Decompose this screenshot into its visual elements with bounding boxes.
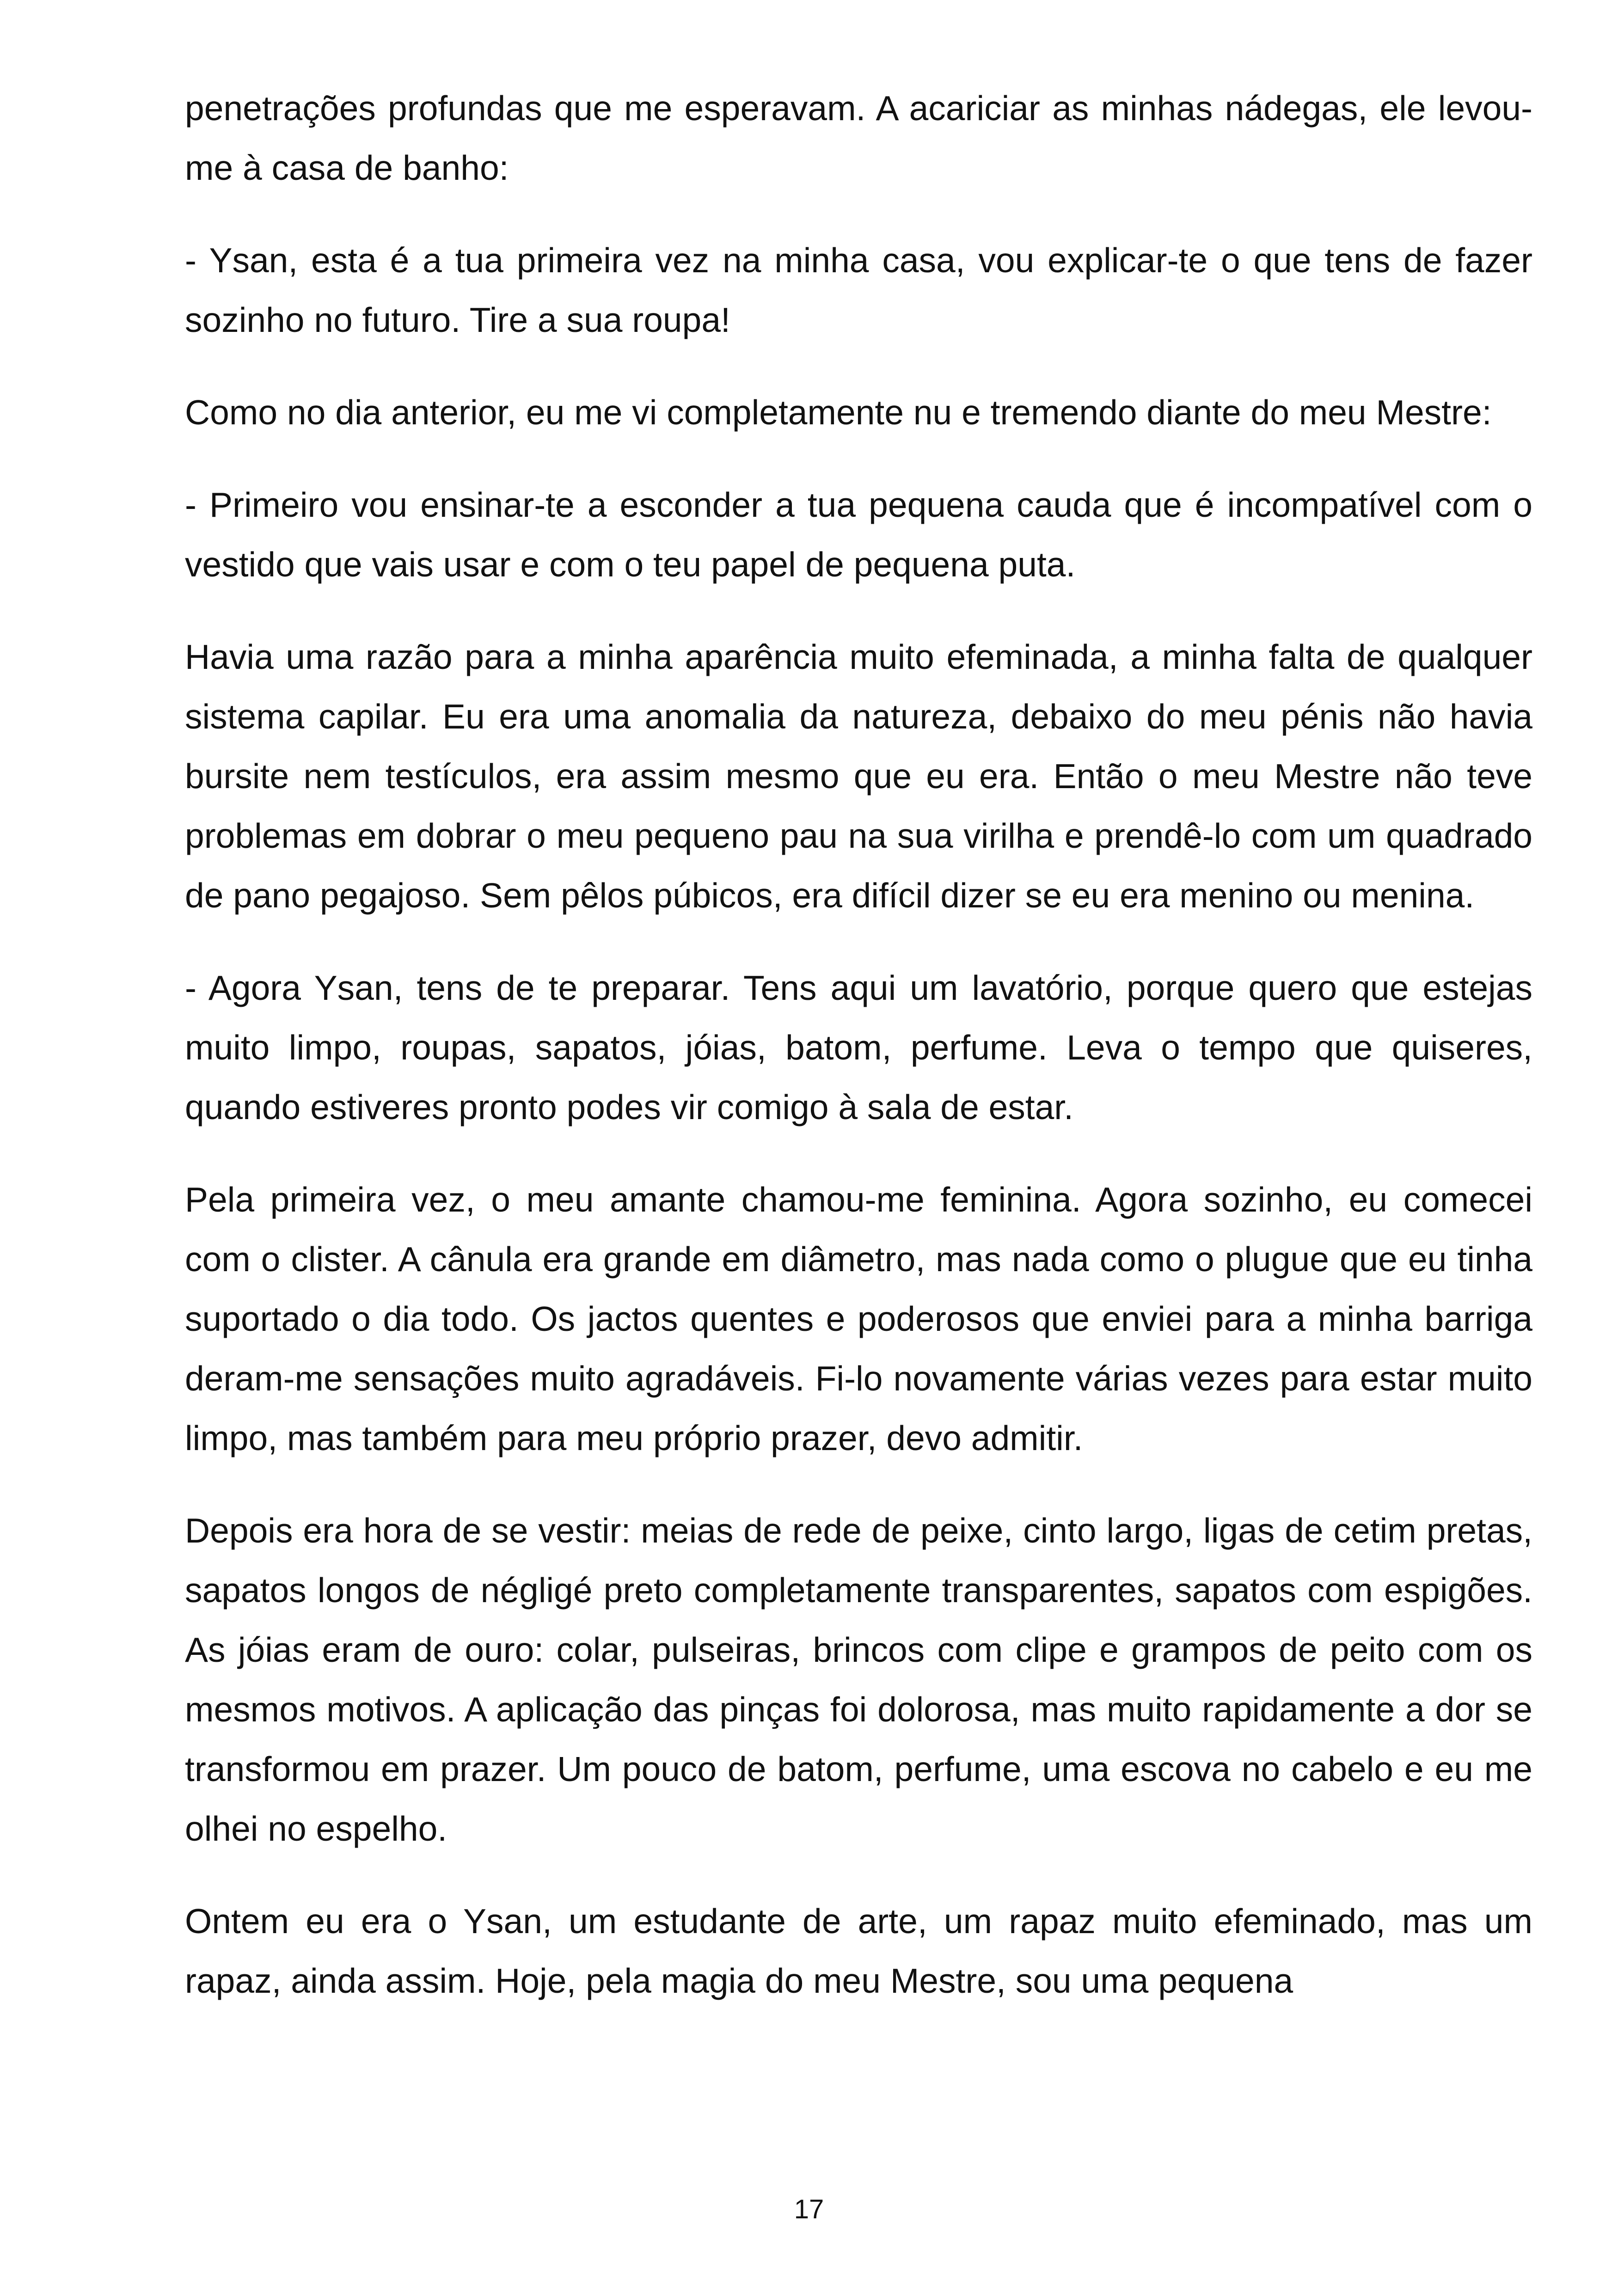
paragraph: Havia uma razão para a minha aparência muito efeminada, a minha falta de qualquer sistema capilar. Eu era uma anomalia da natureza, debaixo do meu pénis não havia bursite nem testículos, era assim mesmo que eu era. Então o meu Mestre não teve problemas em dobrar o meu pequeno pau na sua virilha e prendê-lo com um quadrado de pano pegajoso. Sem pêlos púbicos, era difícil dizer se eu era menino ou menina.	[185, 637, 1532, 915]
paragraph: Depois era hora de se vestir: meias de rede de peixe, cinto largo, ligas de cetim pretas, sapatos longos de négligé preto completamente transparentes, sapatos com espigões. As jóias eram de ouro: colar, pulseiras, brincos com clipe e grampos de peito com os mesmos motivos. A aplicação das pinças foi dolorosa, mas muito rapidamente a dor se transformou em prazer. Um pouco de batom, perfume, uma escova no cabelo e eu me olhei no espelho.	[185, 1511, 1532, 1848]
paragraph: - Ysan, esta é a tua primeira vez na minha casa, vou explicar-te o que tens de fazer sozinho no futuro. Tire a sua roupa!	[185, 241, 1532, 339]
page-number: 17	[794, 2194, 824, 2224]
paragraph: Pela primeira vez, o meu amante chamou-me feminina. Agora sozinho, eu comecei com o clister. A cânula era grande em diâmetro, mas nada como o plugue que eu tinha suportado o dia todo. Os jactos quentes e poderosos que enviei para a minha barriga deram-me sensações muito agradáveis. Fi-lo novamente várias vezes para estar muito limpo, mas também para meu próprio prazer, devo admitir.	[185, 1180, 1532, 1457]
paragraph: - Agora Ysan, tens de te preparar. Tens aqui um lavatório, porque quero que estejas muito limpo, roupas, sapatos, jóias, batom, perfume. Leva o tempo que quiseres, quando estiveres pronto podes vir comigo à sala de estar.	[185, 968, 1532, 1127]
paragraph: Como no dia anterior, eu me vi completamente nu e tremendo diante do meu Mestre:	[185, 393, 1492, 432]
paragraph: penetrações profundas que me esperavam. A acariciar as minhas nádegas, ele levou-me à casa de banho:	[185, 89, 1532, 187]
paragraph: - Primeiro vou ensinar-te a esconder a tua pequena cauda que é incompatível com o vestido que vais usar e com o teu papel de pequena puta.	[185, 485, 1532, 584]
document-body	[185, 79, 1532, 2011]
paragraph: Ontem eu era o Ysan, um estudante de arte, um rapaz muito efeminado, mas um rapaz, ainda assim. Hoje, pela magia do meu Mestre, sou uma pequena	[185, 1902, 1532, 2000]
